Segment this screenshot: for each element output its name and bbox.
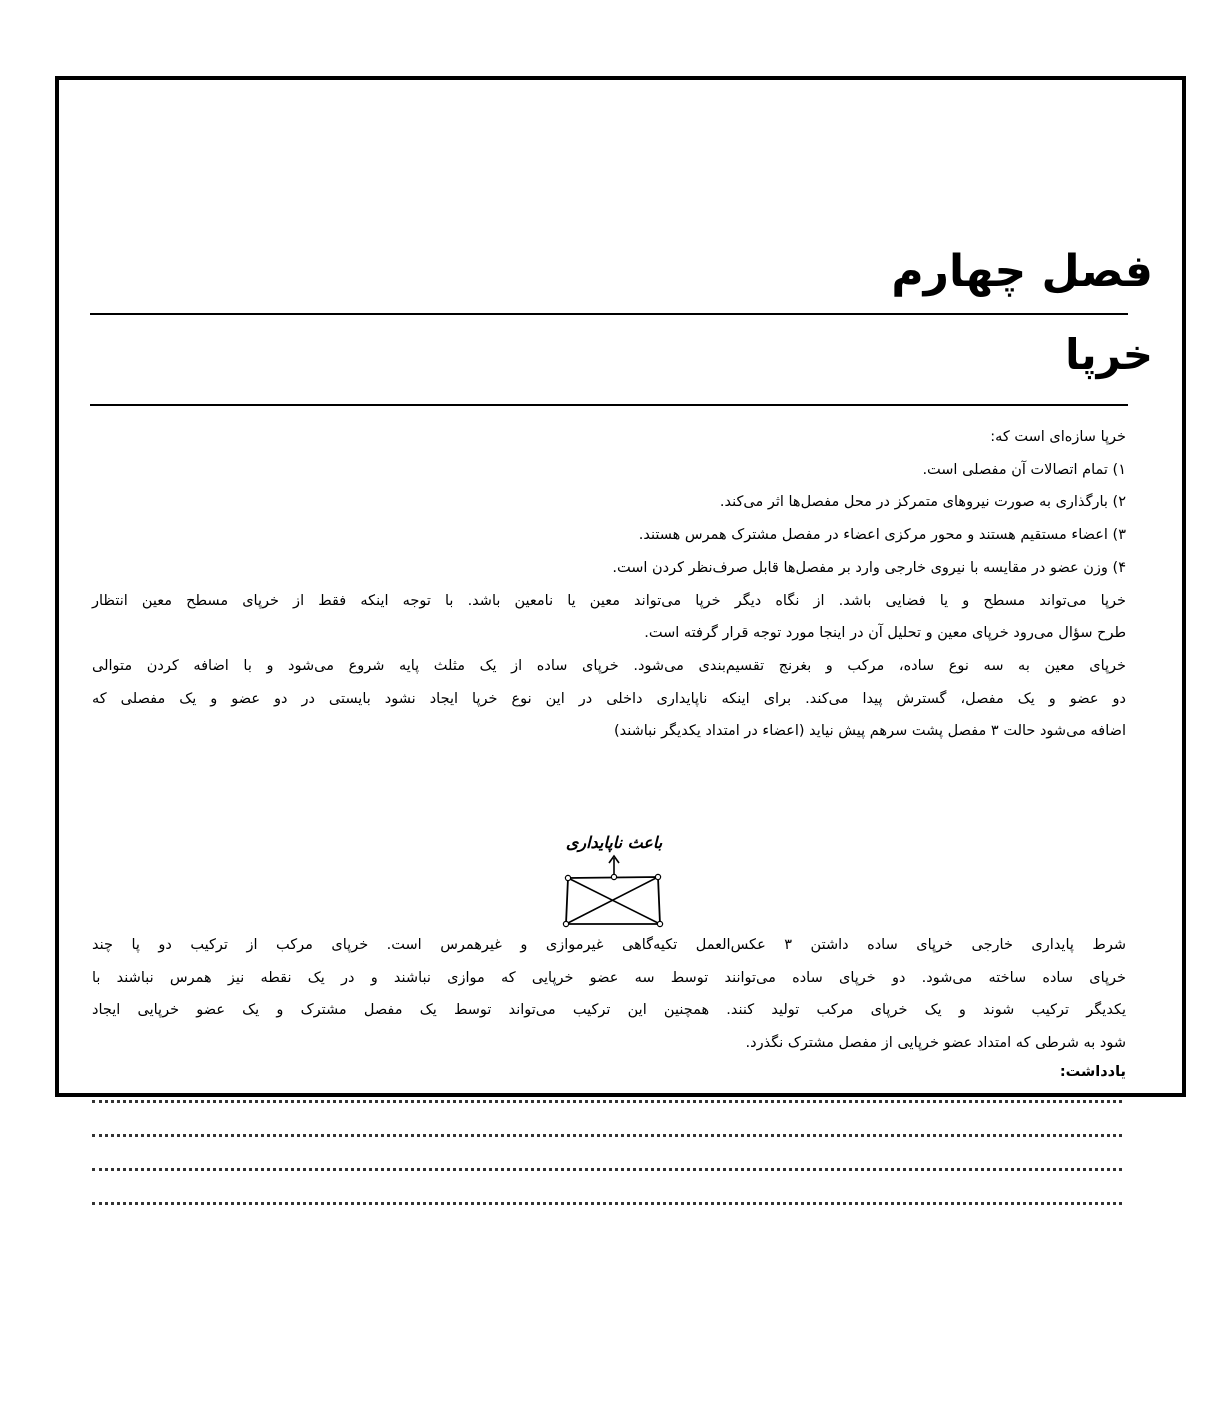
figure-diagonal-1: [568, 878, 660, 924]
figure-joint: [657, 921, 662, 926]
paragraph-3-line-1: شرط پایداری خارجی خرپای ساده داشتن ۳ عکس‌العمل تکیه‌گاهی غیرموازی و غیرهمرس است. خرپای مرکب از ترکیب دو پا چند: [92, 937, 1126, 953]
paragraph-1-line-1: خرپا می‌تواند مسطح و یا فضایی باشد. از نگاه دیگر خرپا می‌تواند معین یا نامعین باشد. با توجه اینکه فقط از خرپای مسطح معین انتظار: [92, 593, 1126, 609]
section-rule: [90, 404, 1128, 406]
figure-joint: [563, 921, 568, 926]
intro-line: خرپا سازه‌ای است که:: [990, 429, 1126, 445]
paragraph-3-line-3: یکدیگر ترکیب شوند و یک خرپای مرکب تولید کنند. همچنین این ترکیب می‌تواند توسط یک مفصل مشترک و یک عضو خرپایی ایجاد: [92, 1002, 1126, 1018]
notes-label: یادداشت:: [1059, 1064, 1126, 1080]
chapter-rule: [90, 313, 1128, 315]
figure-handwritten-label: باعث ناپایداری: [565, 833, 663, 852]
condition-4: ۴) وزن عضو در مقایسه با نیروی خارجی وارد بر مفصل‌ها قابل صرف‌نظر کردن است.: [612, 560, 1126, 576]
chapter-title: فصل چهارم: [891, 246, 1153, 297]
condition-2: ۲) بارگذاری به صورت نیروهای متمرکز در محل مفصل‌ها اثر می‌کند.: [719, 494, 1126, 510]
paragraph-1-line-2: طرح سؤال می‌رود خرپای معین و تحلیل آن در اینجا مورد توجه قرار گرفته است.: [644, 625, 1126, 641]
unstable-truss-figure: [540, 830, 680, 930]
paragraph-2-line-3: اضافه می‌شود حالت ۳ مفصل پشت سرهم پیش نیاید (اعضاء در امتداد یکدیگر نباشند): [613, 723, 1126, 739]
figure-joint: [565, 875, 570, 880]
note-line: [92, 1202, 1122, 1205]
section-title: خرپا: [1065, 330, 1153, 379]
note-line: [92, 1168, 1122, 1171]
figure-joint: [655, 874, 660, 879]
paragraph-2-line-1: خرپای معین به سه نوع ساده، مرکب و بغرنج تقسیم‌بندی می‌شود. خرپای ساده از یک مثلث پایه شروع می‌شود و با اضافه کردن متوالی: [92, 658, 1126, 674]
condition-1: ۱) تمام اتصالات آن مفصلی است.: [922, 462, 1126, 478]
figure-joint-mid: [611, 874, 616, 879]
paragraph-3-line-2: خرپای ساده ساخته می‌شود. دو خرپای ساده می‌توانند توسط سه عضو خرپایی که موازی نباشند و در یک نقطه نیز همرس نباشند با: [92, 970, 1126, 986]
note-line: [92, 1134, 1122, 1137]
paragraph-3-line-4: شود به شرطی که امتداد عضو خرپایی از مفصل مشترک نگذرد.: [745, 1035, 1126, 1051]
note-line: [92, 1100, 1122, 1103]
paragraph-2-line-2: دو عضو و یک مفصل، گسترش پیدا می‌کند. برای اینکه ناپایداری داخلی در این نوع خرپا ایجاد نشود بایستی در دو عضو و یک مفصلی که: [92, 691, 1126, 707]
condition-3: ۳) اعضاء مستقیم هستند و محور مرکزی اعضاء در مفصل مشترک همرس هستند.: [638, 527, 1126, 543]
